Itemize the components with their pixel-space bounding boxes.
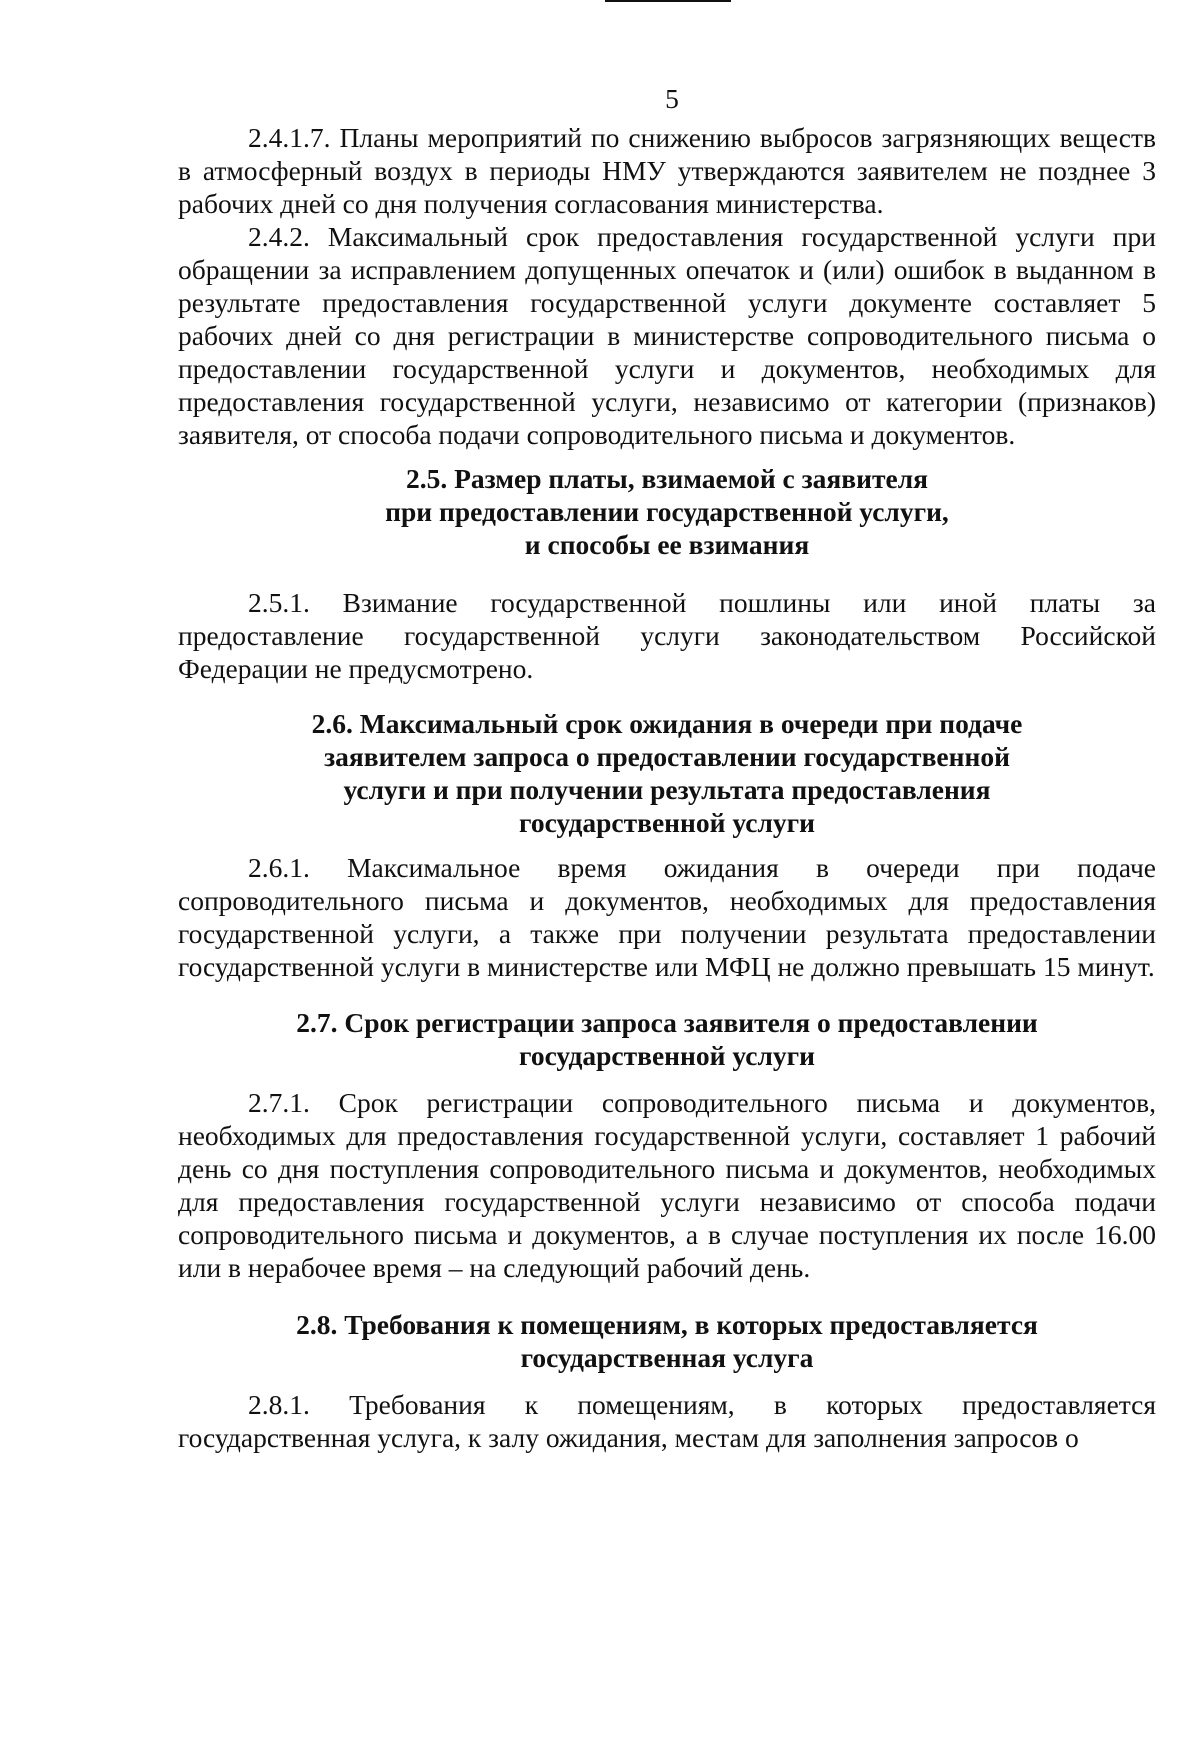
heading-line: 2.5. Размер платы, взимаемой с заявителя xyxy=(405,463,929,494)
heading-2-8 xyxy=(178,1308,1156,1374)
paragraph-2-4-1-7: 2.4.1.7. Планы мероприятий по снижению выбросов загрязняющих веществ в атмосферный воздух в периоды НМУ утверждаются заявителем не позднее 3 рабочих дней со дня получения согласования министерства. xyxy=(178,122,1156,219)
heading-line: 2.7. Срок регистрации запроса заявителя о предоставлении xyxy=(296,1007,1038,1038)
heading-2-5 xyxy=(178,462,1156,561)
paragraph-2-8-1: 2.8.1. Требования к помещениям, в которых предоставляется государственная услуга, к залу ожидания, местам для заполнения запросов о xyxy=(178,1389,1156,1453)
document-page xyxy=(178,76,1156,1454)
heading-2-6 xyxy=(178,707,1156,839)
heading-line: услуги и при получении результата предоставления xyxy=(343,774,991,805)
heading-line: государственной услуги xyxy=(519,807,815,838)
heading-line: при предоставлении государственной услуги, xyxy=(385,496,949,527)
heading-line: государственной услуги xyxy=(519,1040,815,1071)
heading-line: государственная услуга xyxy=(520,1342,814,1373)
paragraph-2-5-1: 2.5.1. Взимание государственной пошлины или иной платы за предоставление государственной услуги законодательством Российской Федерации не предусмотрено. xyxy=(178,587,1156,684)
heading-line: заявителем запроса о предоставлении государственной xyxy=(324,741,1010,772)
heading-line: 2.6. Максимальный срок ожидания в очереди при подаче xyxy=(311,708,1023,739)
top-rule xyxy=(605,0,731,2)
paragraph-2-6-1: 2.6.1. Максимальное время ожидания в очереди при подаче сопроводительного письма и документов, необходимых для предоставления государственной услуги, а также при получении результата предоставлении государственной услуги в министерстве или МФЦ не должно превышать 15 минут. xyxy=(178,852,1156,982)
heading-line: и способы ее взимания xyxy=(524,529,810,560)
heading-2-7 xyxy=(178,1006,1156,1072)
paragraph-2-7-1: 2.7.1. Срок регистрации сопроводительного письма и документов, необходимых для предоставления государственной услуги, составляет 1 рабочий день со дня поступления сопроводительного письма и документов, необходимых для предоставления государственной услуги независимо от способа подачи сопроводительного письма и документов, а в случае поступления их после 16.00 или в нерабочее время – на следующий рабочий день. xyxy=(178,1087,1156,1283)
heading-line: 2.8. Требования к помещениям, в которых предоставляется xyxy=(296,1309,1038,1340)
paragraph-2-4-2: 2.4.2. Максимальный срок предоставления государственной услуги при обращении за исправлением допущенных опечаток и (или) ошибок в выданном в результате предоставления государственной услуги документе составляет 5 рабочих дней со дня регистрации в министерстве сопроводительного письма о предоставлении государственной услуги и документов, необходимых для предоставления государственной услуги, независимо от категории (признаков) заявителя, от способа подачи сопроводительного письма и документов. xyxy=(178,221,1156,450)
page-number: 5 xyxy=(665,83,679,114)
